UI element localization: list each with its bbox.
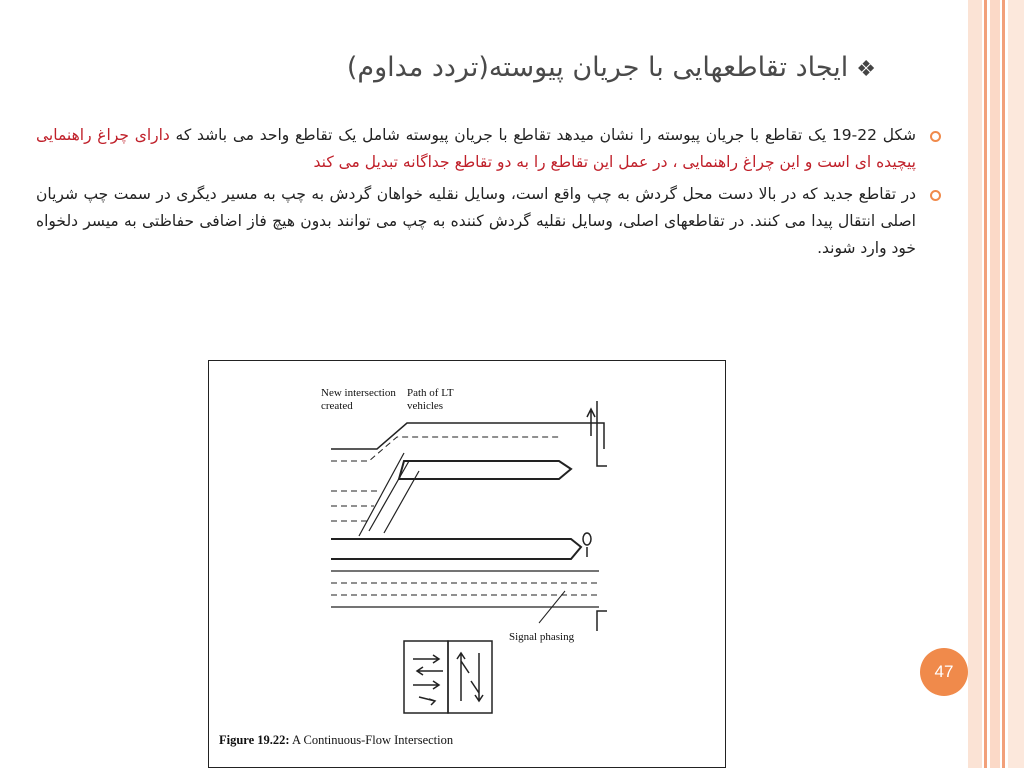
label-new-intersection — [321, 387, 396, 413]
label-new-intersection-line2: created — [321, 400, 353, 412]
paragraph-2-text: در تقاطع جدید که در بالا دست محل گردش به چپ واقع است، وسایل نقلیه خواهان گردش به چپ به مسیر دیگری در سمت چپ شریان اصلی انتقال پیدا می کنند. در تقاطعهای اصلی، وسایل نقلیه گردش کننده به چپ می توانند بدون هیچ فاز اضافی حفاظتی به میسر دلخواه خود وارد شوند. — [36, 185, 916, 257]
slide-title-text: ایجاد تقاطعهایی با جریان پیوسته(تردد مداوم) — [346, 52, 849, 83]
paragraph-1-highlight: دارای چراغ راهنمایی پیچیده ای است و این چراغ راهنمایی ، در عمل این تقاطع را به دو تقاطع جداگانه تبدیل می کند — [36, 126, 916, 171]
slide-title — [150, 52, 876, 83]
decor-stripe — [1008, 0, 1024, 768]
paragraph-1 — [36, 122, 916, 176]
page-number-badge — [920, 648, 968, 696]
figure-caption-text: A Continuous-Flow Intersection — [289, 733, 454, 747]
label-lt-path-line1: Path of LT — [407, 387, 454, 399]
diamond-bullet-icon: ❖ — [856, 57, 876, 82]
figure-caption-number: Figure 19.22: — [219, 733, 290, 747]
label-lt-path-line2: vehicles — [407, 400, 444, 412]
figure-caption — [219, 733, 453, 748]
label-signal-phasing: Signal phasing — [509, 631, 575, 643]
decor-stripe — [984, 0, 987, 768]
paragraph-1-text: شکل 22-19 یک تقاطع با جریان پیوسته را نشان میدهد تقاطع با جریان پیوسته شامل یک تقاطع واحد می باشد که — [169, 126, 917, 144]
label-new-intersection-line1: New intersection — [321, 387, 396, 399]
page-number: 47 — [934, 662, 954, 681]
label-lt-path — [407, 387, 454, 413]
intersection-diagram — [209, 361, 726, 768]
circle-bullet-icon — [930, 131, 941, 142]
decor-stripe — [990, 0, 1000, 768]
decor-stripe — [1002, 0, 1005, 768]
paragraph-2 — [36, 181, 916, 262]
circle-bullet-icon — [930, 190, 941, 201]
decor-stripe — [968, 0, 982, 768]
intersection-figure — [208, 360, 726, 768]
slide-content — [36, 122, 916, 267]
